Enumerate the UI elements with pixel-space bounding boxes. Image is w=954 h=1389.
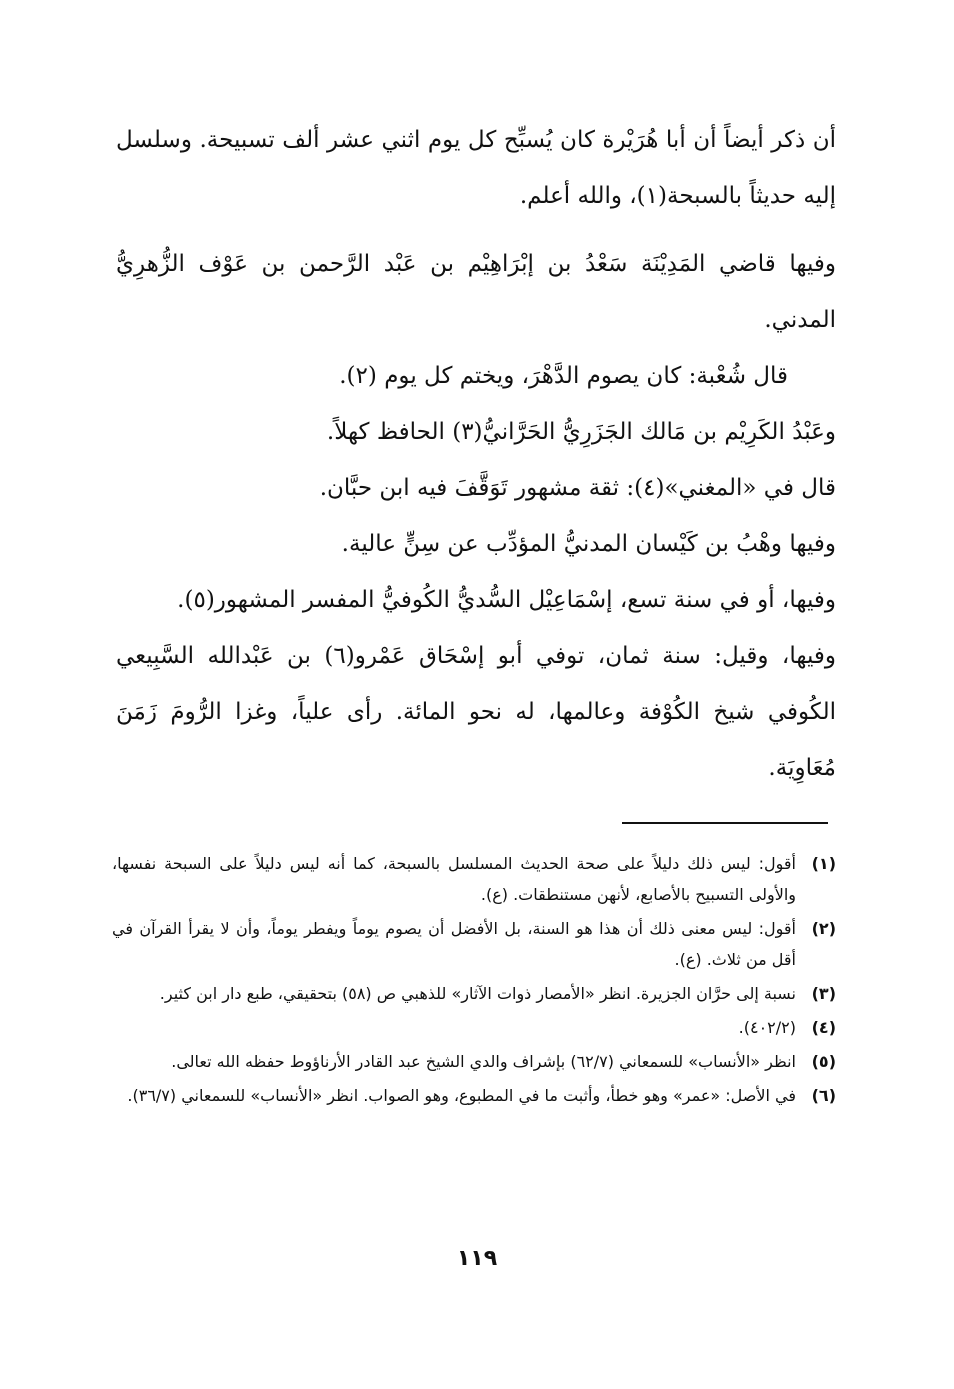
footnote-text: في الأصل: «عمر» وهو خطأ، وأثبت ما في المطبوع، وهو الصواب. انظر «الأنساب» للسمعاني (٣٦/٧). bbox=[127, 1086, 796, 1105]
footnote-number: (٤) bbox=[811, 1018, 836, 1037]
footnote-number: (٣) bbox=[811, 984, 836, 1003]
footnote-text: انظر «الأنساب» للسمعاني (٦٢/٧) بإشراف والدي الشيخ عبد القادر الأرناؤوط حفظه الله تعالى. bbox=[171, 1052, 796, 1071]
paragraph-8: وفيها، وقيل: سنة ثمان، توفي أبو إسْحَاق عَمْرو(٦) بن عَبْدالله السَّبِيعي الكُوفي شيخ الكُوْفة وعالمها، له نحو المائة. رأى علياً، وغزا الرُّومَ زَمَنَ مُعَاوِيَة. bbox=[116, 643, 836, 781]
footnote-number: (٦) bbox=[811, 1086, 836, 1105]
paragraph-6: وفيها وهْبُ بن كَيْسان المدنيُّ المؤدِّب عن سِنٍّ عالية. bbox=[341, 531, 836, 557]
footnote-text: أقول: ليس ذلك دليلاً على صحة الحديث المسلسل بالسبحة، كما أنه ليس دليلاً على السبحة نفسها، والأولى التسبيح بالأصابع، لأنهن مستنطقات. (ع). bbox=[112, 854, 796, 904]
footnote-number: (١) bbox=[811, 854, 836, 873]
paragraph-7: وفيها، أو في سنة تسع، إسْمَاعِيْل السُّديُّ الكُوفيُّ المفسر المشهور(٥). bbox=[177, 587, 836, 613]
footnote-2 bbox=[112, 913, 836, 975]
main-text bbox=[116, 112, 836, 796]
footnote-number: (٢) bbox=[811, 919, 836, 938]
paragraph-5: قال في «المغني»(٤): ثقة مشهور تَوَقَّفَ فيه ابن حبَّان. bbox=[319, 475, 836, 501]
footnote-4 bbox=[112, 1012, 836, 1043]
footnote-separator bbox=[622, 822, 828, 824]
footnote-3 bbox=[112, 978, 836, 1009]
footnote-text: أقول: ليس معنى ذلك أن هذا هو السنة، بل الأفضل أن يصوم يوماً ويفطر يوماً، وأن لا يقرأ القرآن في أقل من ثلاث. (ع). bbox=[112, 919, 796, 969]
footnote-6 bbox=[112, 1080, 836, 1111]
paragraph-2: وفيها قاضي المَدِيْنَة سَعْدُ بن إبْرَاهِيْم بن عَبْد الرَّحمن بن عَوْف الزُّهرِيُّ المدني. bbox=[116, 251, 836, 333]
footnote-1 bbox=[112, 848, 836, 910]
footnote-5 bbox=[112, 1046, 836, 1077]
paragraph-4: وعَبْدُ الكَرِيْم بن مَالك الجَزَرِيُّ الحَرَّانيُّ(٣) الحافظ كهلاً. bbox=[326, 419, 836, 445]
footnote-text: (٤٠٢/٢). bbox=[738, 1018, 796, 1037]
paragraph-1: أن ذكر أيضاً أن أبا هُرَيْرة كان يُسبِّح كل يوم اثني عشر ألف تسبيحة. وسلسل إليه حديثاً بالسبحة(١)، والله أعلم. bbox=[116, 127, 836, 209]
page-number: ١١٩ bbox=[456, 1246, 498, 1271]
footnote-text: نسبة إلى حرَّان الجزيرة. انظر «الأمصار ذوات الآثار» للذهبي ص (٥٨) بتحقيقي، طبع دار ابن كثير. bbox=[159, 984, 796, 1003]
paragraph-3: قال شُعْبة: كان يصوم الدَّهْرَ، ويختم كل يوم (٢). bbox=[339, 363, 788, 389]
footnote-number: (٥) bbox=[811, 1052, 836, 1071]
footnotes bbox=[112, 848, 836, 1114]
